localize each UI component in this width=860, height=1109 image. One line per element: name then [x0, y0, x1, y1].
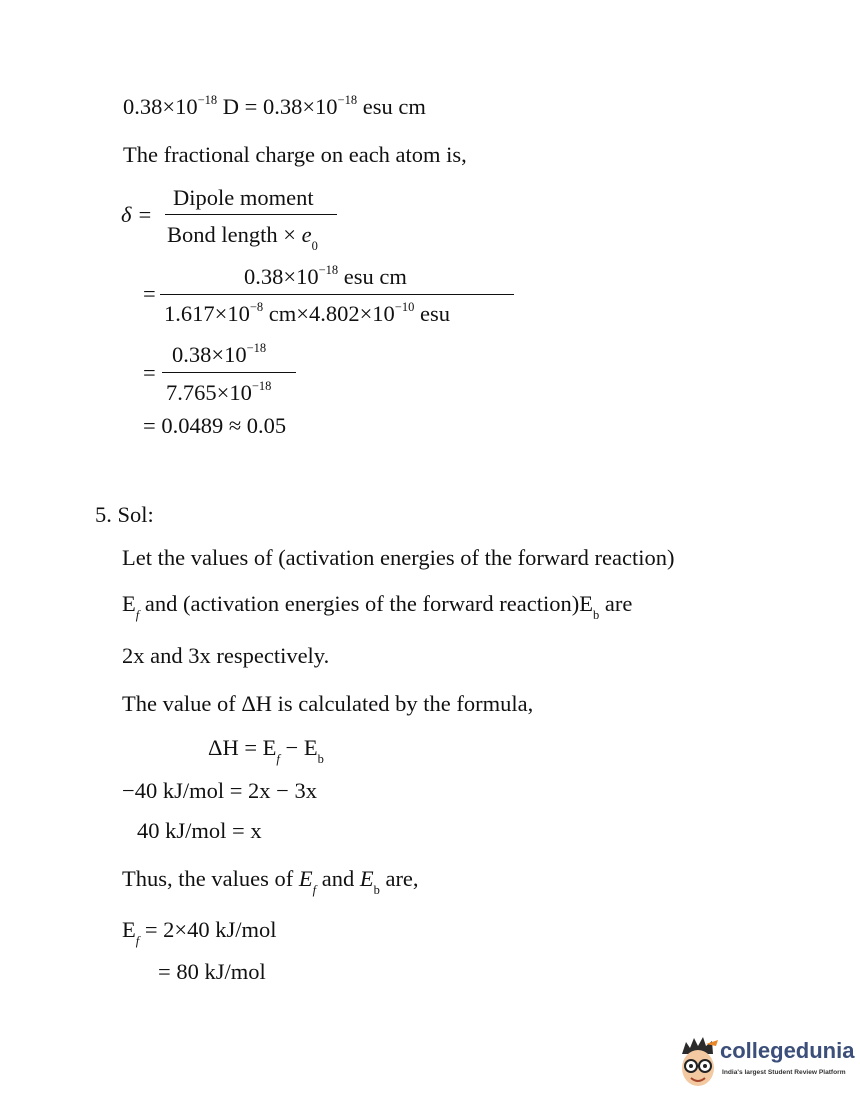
fraction1-numerator: Dipole moment: [173, 185, 314, 210]
collegedunia-logo: [676, 1034, 856, 1096]
thus-line: Thus, the values of $E_f$ and $E_b$ are,: [122, 866, 419, 897]
fraction3-equals: =: [143, 360, 156, 385]
solution-line2: $E_f$ and (activation energies of the forward $reaction)E_b$ are: [122, 591, 633, 622]
equation-step1: −40 kJ/mol = 2x − 3x: [122, 778, 317, 803]
mascot-icon: [676, 1034, 720, 1092]
dipole-conversion-line: $0.38\times 10^{-18}$ $D = 0.38\times 10^{-18}$ esu cm: [123, 92, 426, 119]
solution-label: 5. Sol:: [95, 502, 154, 527]
fraction1-bar: [165, 214, 337, 215]
equation-step2: 40 kJ/mol = x: [137, 818, 262, 843]
enthalpy-equation: $\Delta H = E_f - E_b$: [208, 735, 324, 766]
forward-energy-result: = 80 kJ/mol: [158, 959, 266, 984]
fraction2-numerator: $0.38\times 10^{-18}$ esu cm: [244, 262, 407, 289]
fraction2-bar: [160, 294, 514, 295]
fraction1-denominator: Bond length × $e_0$: [167, 222, 318, 253]
fraction3-denominator: $7.765\times 10^{-18}$: [166, 378, 272, 405]
brand-name: collegedunia: [720, 1038, 855, 1063]
fraction2-equals: =: [143, 281, 156, 306]
solution-line3: 2x and 3x respectively.: [122, 643, 330, 668]
forward-energy-equation: $E_f = 2\times 40$ kJ/mol: [122, 917, 277, 948]
solution-line1: Let the values of (activation energies of the forward reaction): [122, 545, 675, 570]
solution-line4: The value of ΔH is calculated by the formula,: [122, 691, 534, 716]
fraction2-denominator: $1.617\times 10^{-8}$ $cm\times 4.802\times 10^{-10}$ esu: [164, 299, 450, 326]
fraction3-bar: [162, 372, 296, 373]
intro-text: The fractional charge on each atom is,: [123, 142, 467, 167]
fraction3-numerator: $0.38\times 10^{-18}$: [172, 340, 267, 367]
fraction-result: = 0.0489 ≈ 0.05: [143, 413, 287, 438]
delta-symbol: δ =: [121, 202, 153, 227]
brand-tagline: India's largest Student Review Platform: [722, 1069, 846, 1076]
